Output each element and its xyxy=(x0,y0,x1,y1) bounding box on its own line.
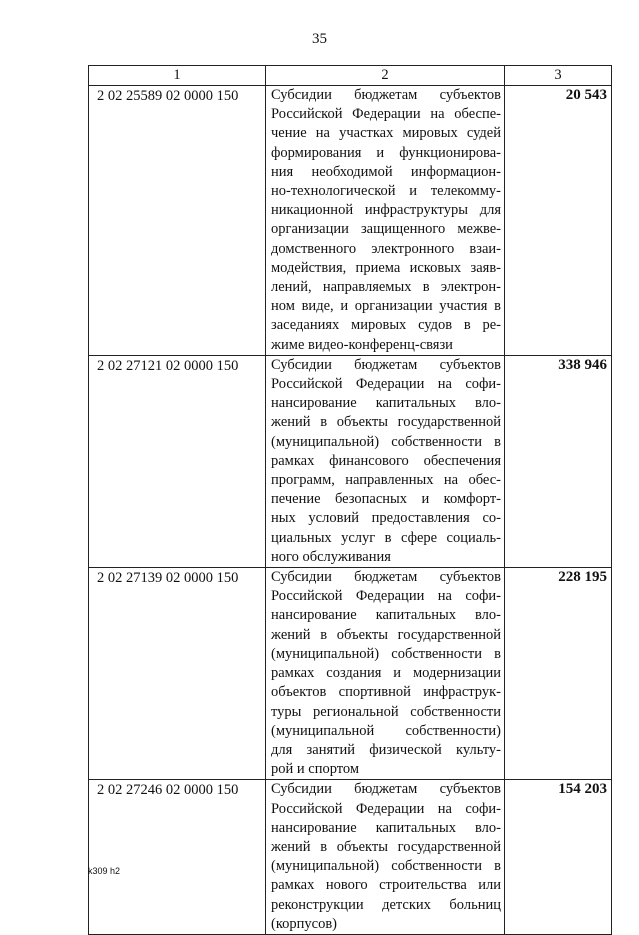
description-line: туры региональной собственности xyxy=(271,703,501,720)
description-line: формирования и функционирова- xyxy=(271,144,501,161)
description-line: чение на участках мировых судей xyxy=(271,125,501,142)
description-line: никационной инфраструктуры для xyxy=(271,202,501,219)
subsidy-description xyxy=(266,780,505,935)
description-line: жений в объекты государственной xyxy=(271,626,501,643)
description-line: рамках финансового обеспечения xyxy=(271,452,501,469)
classification-code: 2 02 27121 02 0000 150 xyxy=(89,355,266,567)
description-line: (муниципальной) собственности в xyxy=(271,858,501,875)
amount-value: 338 946 xyxy=(505,355,612,567)
description-line: Субсидии бюджетам субъектов xyxy=(271,781,501,798)
description-line: Субсидии бюджетам субъектов xyxy=(271,356,501,373)
description-line: (корпусов) xyxy=(271,915,338,932)
classification-code: 2 02 27139 02 0000 150 xyxy=(89,568,266,780)
description-line: объектов спортивной инфраструк- xyxy=(271,684,501,701)
description-line: жиме видео-конференц-связи xyxy=(271,336,453,353)
description-line: ного обслуживания xyxy=(271,548,391,565)
description-line: реконструкции детских больниц xyxy=(271,896,501,913)
description-line: (муниципальной собственности) xyxy=(271,722,501,739)
amount-value: 154 203 xyxy=(505,780,612,935)
description-line: (муниципальной) собственности в xyxy=(271,645,501,662)
table-row xyxy=(89,568,612,780)
description-line: нансирование капитальных вло- xyxy=(271,607,501,624)
amount-value: 228 195 xyxy=(505,568,612,780)
description-line: жений в объекты государственной xyxy=(271,838,501,855)
table-row xyxy=(89,780,612,935)
description-line: Российской Федерации на софи- xyxy=(271,588,501,605)
table-header-row xyxy=(89,66,612,86)
subsidy-description xyxy=(266,568,505,780)
description-line: рамках создания и модернизации xyxy=(271,665,501,682)
description-line: ния необходимой информацион- xyxy=(271,163,501,180)
column-header-description: 2 xyxy=(266,66,505,86)
description-line: организации защищенного межве- xyxy=(271,221,501,238)
column-header-amount: 3 xyxy=(505,66,612,86)
description-line: нансирование капитальных вло- xyxy=(271,395,501,412)
column-header-code: 1 xyxy=(89,66,266,86)
description-line: рамках нового строительства или xyxy=(271,877,501,894)
description-line: циальных услуг в сфере социаль- xyxy=(271,529,501,546)
page-number: 35 xyxy=(312,31,327,47)
classification-code: 2 02 25589 02 0000 150 xyxy=(89,86,266,356)
footer-code: k309 h2 xyxy=(88,866,121,876)
description-line: модействия, приема исковых заяв- xyxy=(271,259,501,276)
classification-code: 2 02 27246 02 0000 150 xyxy=(89,780,266,935)
description-line: жений в объекты государственной xyxy=(271,414,501,431)
description-line: Российской Федерации на софи- xyxy=(271,376,501,393)
budget-table xyxy=(88,65,612,935)
description-line: Российской Федерации на софи- xyxy=(271,800,501,817)
description-line: Субсидии бюджетам субъектов xyxy=(271,569,501,586)
description-line: лений, направляемых в электрон- xyxy=(271,279,501,296)
subsidy-description xyxy=(266,86,505,356)
amount-value: 20 543 xyxy=(505,86,612,356)
description-line: (муниципальной) собственности в xyxy=(271,433,501,450)
description-line: заседаниях мировых судов в ре- xyxy=(271,317,501,334)
description-line: для занятий физической культу- xyxy=(271,741,501,758)
description-line: ных условий предоставления со- xyxy=(271,510,501,527)
description-line: рой и спортом xyxy=(271,761,360,778)
table-row xyxy=(89,86,612,356)
description-line: печение безопасных и комфорт- xyxy=(271,491,501,508)
description-line: ном виде, и организации участия в xyxy=(271,298,501,315)
description-line: но-технологической и телекомму- xyxy=(271,183,501,200)
description-line: домственного электронного взаи- xyxy=(271,240,501,257)
description-line: программ, направленных на обес- xyxy=(271,472,501,489)
description-line: Субсидии бюджетам субъектов xyxy=(271,87,501,103)
subsidy-description xyxy=(266,355,505,567)
table-row xyxy=(89,355,612,567)
description-line: нансирование капитальных вло- xyxy=(271,819,501,836)
description-line: Российской Федерации на обеспе- xyxy=(271,106,501,123)
